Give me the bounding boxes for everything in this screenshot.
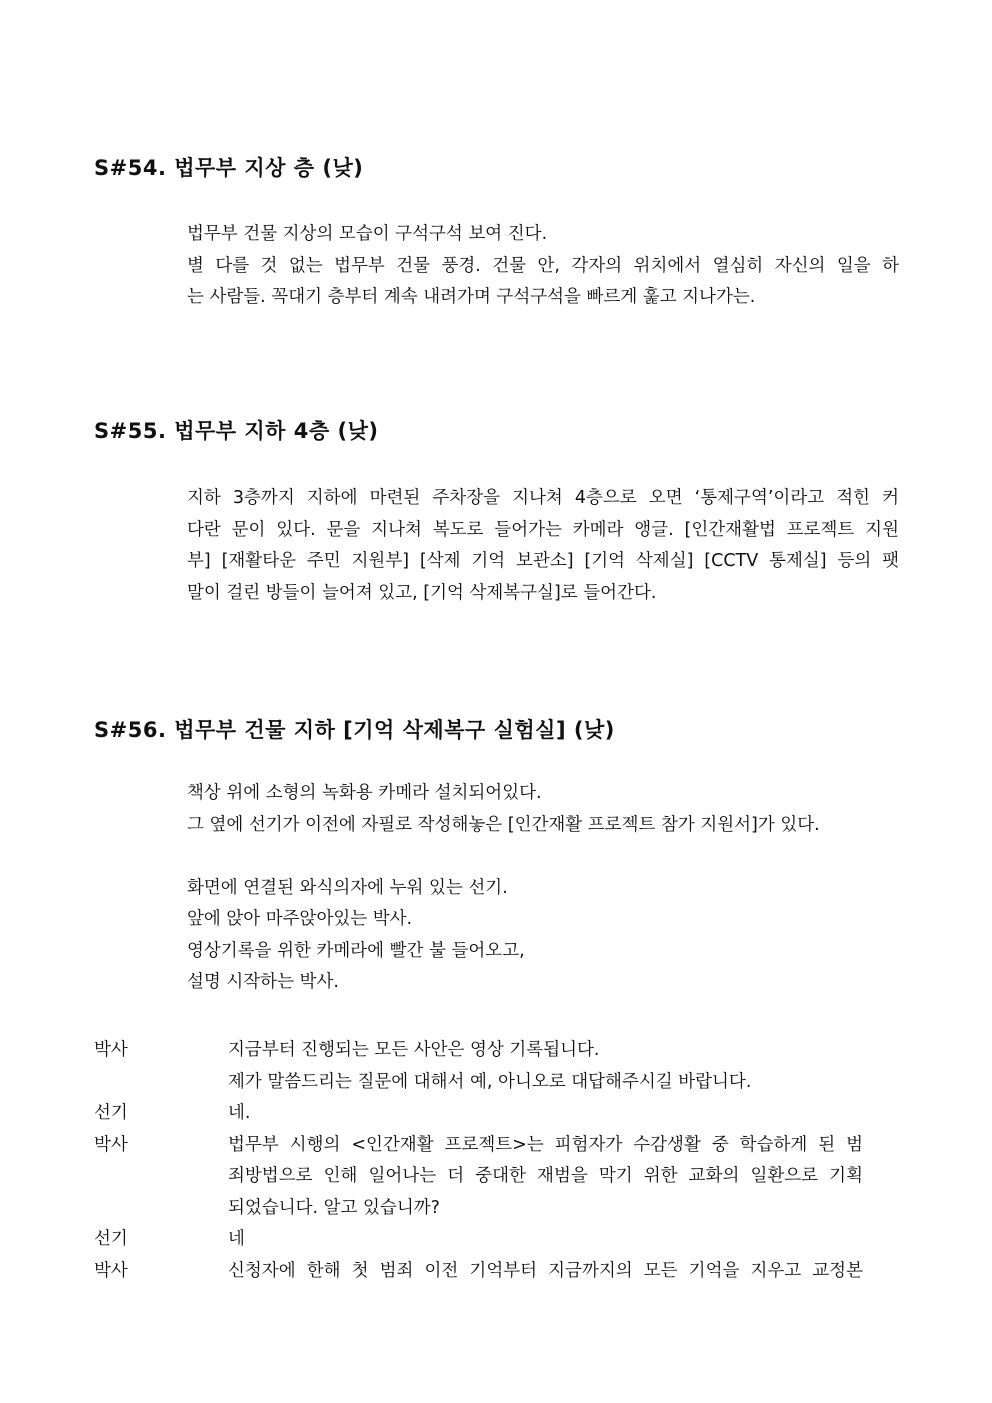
scene-description: [187, 778, 899, 999]
description-line: 말이 걸린 방들이 늘어져 있고, [기억 삭제복구실]로 들어간다.: [187, 582, 657, 603]
dialogue-line: 죄방법으로 인해 일어나는 더 중대한 재범을 막기 위한 교화의 일환으로 기획: [228, 1166, 863, 1186]
description-line: 지하 3층까지 지하에 마련된 주차장을 지나쳐 4층으로 오면 ‘통제구역’이라고 적힌 커: [187, 488, 899, 508]
dialogue-block: [94, 1035, 894, 1287]
description-line: 법무부 건물 지상의 모습이 구석구석 보여 진다.: [187, 224, 548, 244]
description-line: 별 다를 것 없는 법무부 건물 풍경. 건물 안, 각자의 위치에서 열심히 자신의 일을 하: [187, 255, 899, 276]
speaker-name: 선기: [94, 1229, 128, 1249]
speaker-name: 박사: [94, 1134, 128, 1155]
description-line: 영상기록을 위한 카메라에 빨간 불 들어오고,: [187, 940, 525, 961]
dialogue-row: [94, 1224, 894, 1256]
description-line: 앞에 앉아 마주앉아있는 박사.: [187, 909, 413, 929]
speaker-name: 박사: [94, 1040, 128, 1060]
dialogue-row: [94, 1130, 894, 1162]
description-line: 책상 위에 소형의 녹화용 카메라 설치되어있다.: [187, 783, 542, 803]
scene-heading: S#56. 법무부 건물 지하 [기억 삭제복구 실험실] (낮): [94, 718, 615, 742]
dialogue-line: 네.: [228, 1103, 251, 1123]
description-line: 다란 문이 있다. 문을 지나쳐 복도로 들어가는 카메라 앵글. [인간재활법 프로젝트 지원: [187, 519, 899, 540]
speaker-name: 박사: [94, 1260, 128, 1281]
dialogue-line: 되었습니다. 알고 있습니까?: [228, 1197, 440, 1218]
dialogue-row: [94, 1067, 894, 1099]
scene-description: [187, 483, 899, 609]
scene-heading: S#54. 법무부 지상 층 (낮): [94, 156, 364, 180]
scene-heading: S#55. 법무부 지하 4층 (낮): [94, 419, 379, 443]
scene-description: [187, 219, 899, 314]
description-line: 그 옆에 선기가 이전에 자필로 작성해놓은 [인간재활 프로젝트 참가 지원서]가 있다.: [187, 814, 820, 835]
dialogue-line: 신청자에 한해 첫 범죄 이전 기억부터 지금까지의 모든 기억을 지우고 교정본: [228, 1260, 863, 1281]
dialogue-row: [94, 1161, 894, 1193]
description-line: 부] [재활타운 주민 지원부] [삭제 기억 보관소] [기억 삭제실] [CCTV 통제실] 등의 팻: [187, 551, 899, 571]
dialogue-line: 법무부 시행의 <인간재활 프로젝트>는 피험자가 수감생활 중 학습하게 된 범: [228, 1134, 863, 1155]
description-line: 설명 시작하는 박사.: [187, 972, 339, 992]
dialogue-row: [94, 1098, 894, 1130]
dialogue-row: [94, 1193, 894, 1225]
description-line: 화면에 연결된 와식의자에 누워 있는 선기.: [187, 877, 508, 898]
speaker-name: 선기: [94, 1103, 128, 1123]
dialogue-line: 네: [228, 1229, 245, 1249]
dialogue-line: 제가 말씀드리는 질문에 대해서 예, 아니오로 대답해주시길 바랍니다.: [228, 1071, 752, 1092]
dialogue-row: [94, 1035, 894, 1067]
dialogue-row: [94, 1256, 894, 1288]
dialogue-line: 지금부터 진행되는 모든 사안은 영상 기록됩니다.: [228, 1040, 600, 1060]
description-line: 는 사람들. 꼭대기 층부터 계속 내려가며 구석구석을 빠르게 훑고 지나가는.: [187, 287, 756, 307]
description-line: [187, 841, 899, 873]
